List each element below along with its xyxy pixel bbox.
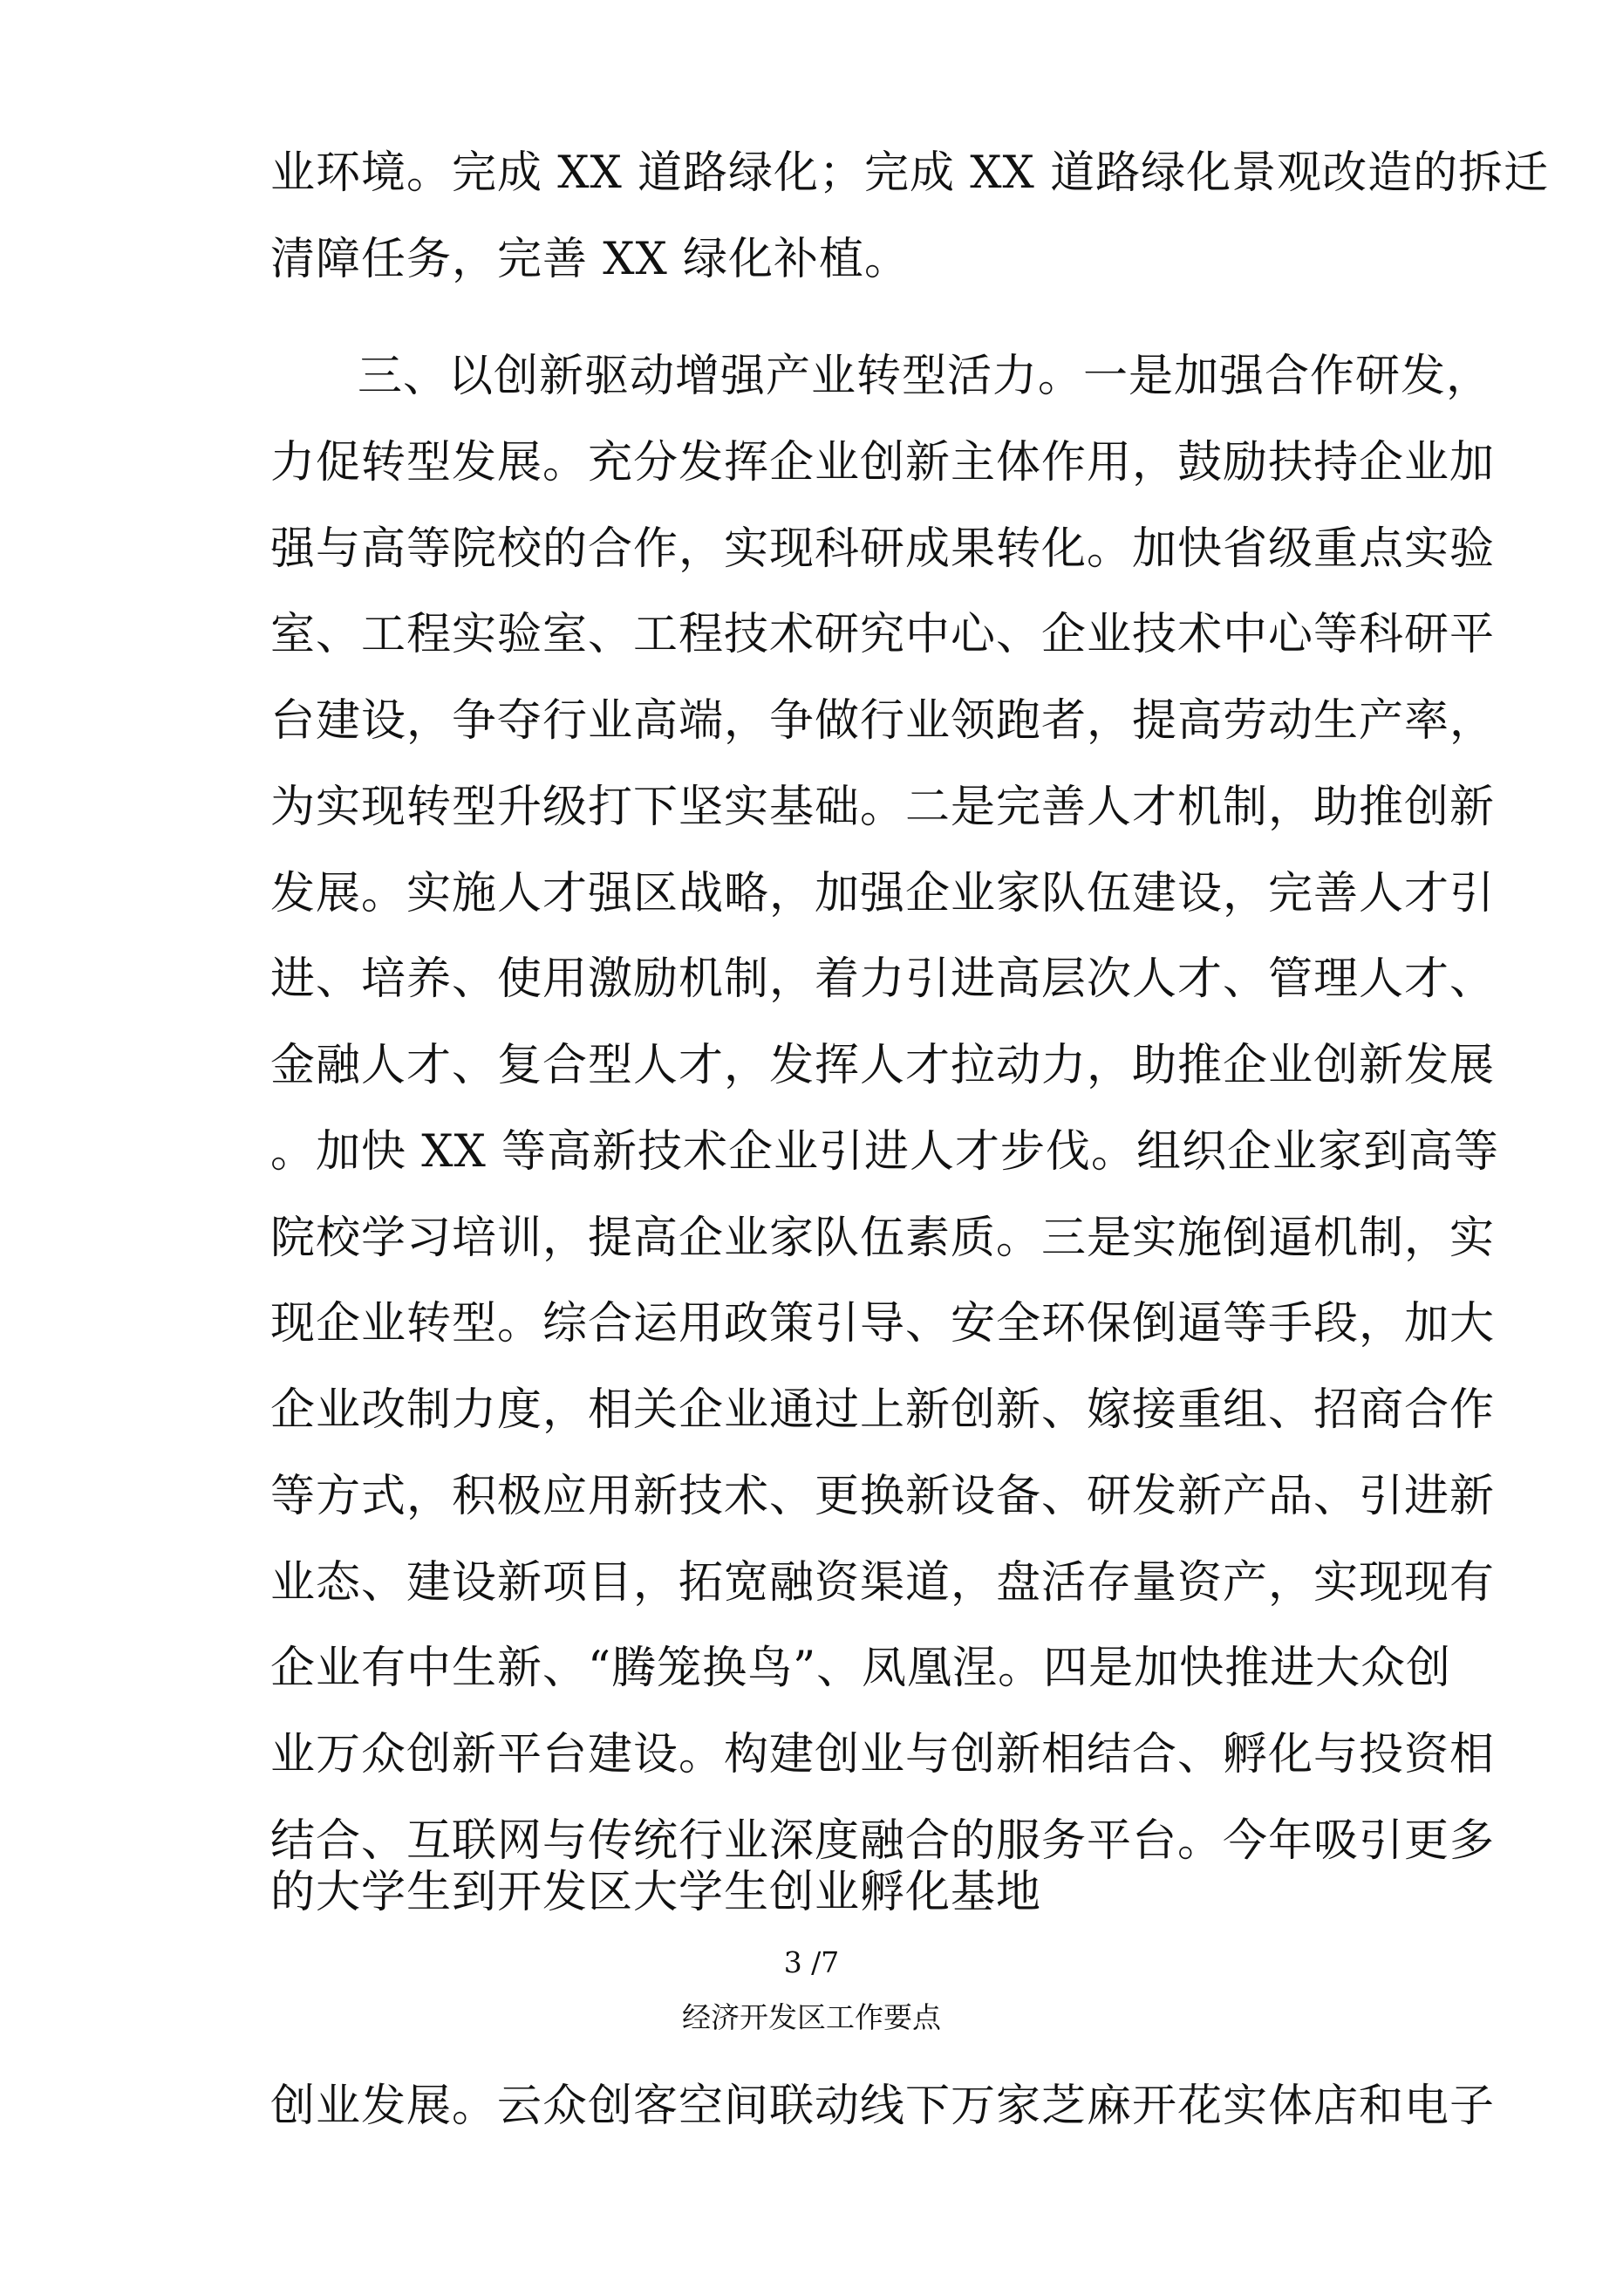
- text-line: 企业改制力度，相关企业通过上新创新、嫁接重组、招商合作: [270, 1384, 1496, 1436]
- text-line: 业万众创新平台建设。构建创业与创新相结合、孵化与投资相: [270, 1729, 1496, 1780]
- text-line: 力促转型发展。充分发挥企业创新主体作用，鼓励扶持企业加: [270, 437, 1496, 489]
- text-line: 金融人才、复合型人才，发挥人才拉动力，助推企业创新发展: [270, 1040, 1496, 1091]
- text-line: 进、培养、使用激励机制，着力引进高层次人才、管理人才、: [270, 953, 1496, 1005]
- text-line: 清障任务，完善 XX 绿化补植。: [270, 234, 910, 285]
- text-line: 。加快 XX 等高新技术企业引进人才步伐。组织企业家到高等: [270, 1126, 1500, 1178]
- text-line: 企业有中生新、“腾笼换鸟”、凤凰涅。四是加快推进大众创: [270, 1643, 1452, 1694]
- text-line: 为实现转型升级打下坚实基础。二是完善人才机制，助推创新: [270, 782, 1496, 833]
- text-line: 发展。实施人才强区战略，加强企业家队伍建设，完善人才引: [270, 868, 1496, 919]
- text-line: 现企业转型。综合运用政策引导、安全环保倒逼等手段，加大: [270, 1298, 1496, 1350]
- text-line: 室、工程实验室、工程技术研究中心、企业技术中心等科研平: [270, 609, 1496, 660]
- text-line: 业态、建设新项目，拓宽融资渠道，盘活存量资产，实现现有: [270, 1557, 1496, 1609]
- text-line: 业环境。完成 XX 道路绿化；完成 XX 道路绿化景观改造的拆迁: [270, 147, 1550, 199]
- running-header: 经济开发区工作要点: [682, 2000, 941, 2034]
- text-line: 结合、互联网与传统行业深度融合的服务平台。今年吸引更多: [270, 1815, 1496, 1867]
- text-line: 强与高等院校的合作，实现科研成果转化。加快省级重点实验: [270, 523, 1496, 575]
- text-line: 的大学生到开发区大学生创业孵化基地: [270, 1867, 1042, 1918]
- text-line: 等方式，积极应用新技术、更换新设备、研发新产品、引进新: [270, 1471, 1496, 1522]
- text-line: 台建设，争夺行业高端，争做行业领跑者，提高劳动生产率，: [270, 695, 1496, 747]
- text-line: 创业发展。云众创客空间联动线下万家芝麻开花实体店和电子: [270, 2081, 1496, 2132]
- section-heading-line: 三、以创新驱动增强产业转型活力。一是加强合作研发，: [358, 351, 1492, 402]
- page-number: 3 /7: [783, 1945, 840, 1979]
- text-line: 院校学习培训，提高企业家队伍素质。三是实施倒逼机制，实: [270, 1213, 1496, 1264]
